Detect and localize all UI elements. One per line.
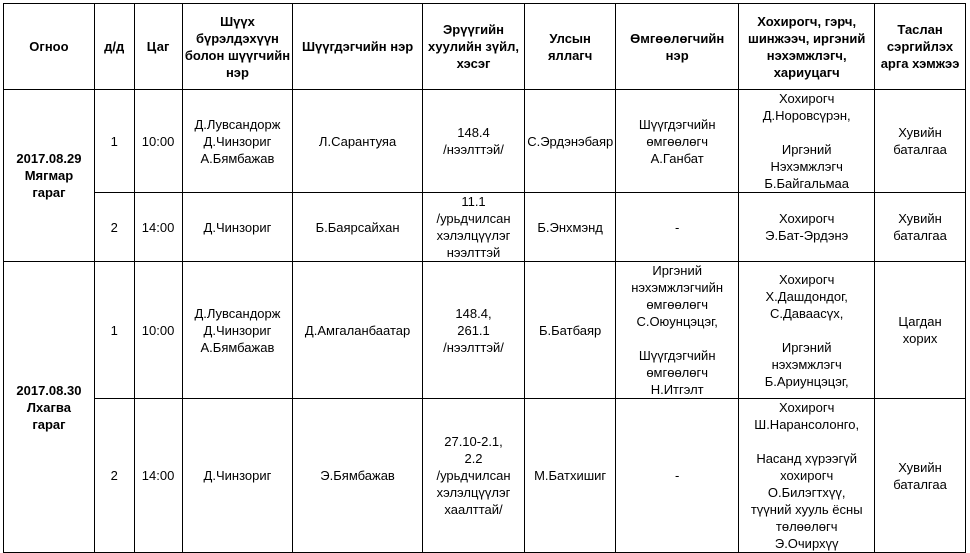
header-lawyer: Өмгөөлөгчийн нэр (616, 4, 739, 90)
prosecutor-cell: Б.Батбаяр (525, 262, 616, 399)
defendant-cell: Д.Амгаланбаатар (293, 262, 423, 399)
header-article: Эрүүгийн хуулийн зүйл, хэсэг (422, 4, 524, 90)
defendant-cell: Э.Бямбажав (293, 399, 423, 553)
defendant-cell: Л.Сарантуяа (293, 90, 423, 193)
header-measure: Таслан сэргийлэх арга хэмжээ (875, 4, 966, 90)
parties-cell: Хохирогч Д.Норовсүрэн, Иргэний Нэхэмжлэгч Б.Байгальмаа (739, 90, 875, 193)
lawyer-cell: - (616, 193, 739, 262)
measure-cell: Цагдан хорих (875, 262, 966, 399)
judges-cell: Д.Лувсандорж Д.Чинзориг А.Бямбажав (182, 90, 293, 193)
number-cell: 2 (94, 193, 134, 262)
article-cell: 148.4, 261.1 /нээлттэй/ (422, 262, 524, 399)
header-prosecutor: Улсын яллагч (525, 4, 616, 90)
court-schedule-table (3, 3, 966, 553)
table-row (4, 399, 966, 553)
time-cell: 10:00 (134, 262, 182, 399)
lawyer-cell: - (616, 399, 739, 553)
parties-cell: Хохирогч Х.Дашдондог, С.Даваасүх, Иргэний нэхэмжлэгч Б.Ариунцэцэг, (739, 262, 875, 399)
article-cell: 27.10-2.1, 2.2 /урьдчилсан хэлэлцүүлэг хаалттай/ (422, 399, 524, 553)
parties-cell: Хохирогч Ш.Нарансолонго, Насанд хүрээгүй хохирогч О.Билэгтхүү, түүний хууль ёсны төлөөлөгч Э.Очирхүү (739, 399, 875, 553)
time-cell: 14:00 (134, 193, 182, 262)
defendant-cell: Б.Баярсайхан (293, 193, 423, 262)
number-cell: 1 (94, 262, 134, 399)
header-parties: Хохирогч, гэрч, шинжээч, иргэний нэхэмжлэгч, хариуцагч (739, 4, 875, 90)
header-time: Цаг (134, 4, 182, 90)
measure-cell: Хувийн баталгаа (875, 399, 966, 553)
table-row (4, 90, 966, 193)
number-cell: 2 (94, 399, 134, 553)
article-cell: 148.4 /нээлттэй/ (422, 90, 524, 193)
prosecutor-cell: М.Батхишиг (525, 399, 616, 553)
prosecutor-cell: С.Эрдэнэбаяр (525, 90, 616, 193)
judges-cell: Д.Чинзориг (182, 399, 293, 553)
lawyer-cell: Иргэний нэхэмжлэгчийн өмгөөлөгч С.Оюунцэцэг, Шүүгдэгчийн өмгөөлөгч Н.Итгэлт (616, 262, 739, 399)
measure-cell: Хувийн баталгаа (875, 90, 966, 193)
table-row (4, 262, 966, 399)
prosecutor-cell: Б.Энхмэнд (525, 193, 616, 262)
number-cell: 1 (94, 90, 134, 193)
header-judges: Шүүх бүрэлдэхүүн болон шүүгчийн нэр (182, 4, 293, 90)
date-cell: 2017.08.29 Мягмар гараг (4, 90, 95, 262)
header-number: д/д (94, 4, 134, 90)
table-row (4, 193, 966, 262)
time-cell: 14:00 (134, 399, 182, 553)
judges-cell: Д.Лувсандорж Д.Чинзориг А.Бямбажав (182, 262, 293, 399)
date-cell: 2017.08.30 Лхагва гараг (4, 262, 95, 553)
header-row (4, 4, 966, 90)
measure-cell: Хувийн баталгаа (875, 193, 966, 262)
header-defendant: Шүүгдэгчийн нэр (293, 4, 423, 90)
time-cell: 10:00 (134, 90, 182, 193)
parties-cell: Хохирогч Э.Бат-Эрдэнэ (739, 193, 875, 262)
article-cell: 11.1 /урьдчилсан хэлэлцүүлэг нээлттэй (422, 193, 524, 262)
judges-cell: Д.Чинзориг (182, 193, 293, 262)
lawyer-cell: Шүүгдэгчийн өмгөөлөгч А.Ганбат (616, 90, 739, 193)
header-date: Огноо (4, 4, 95, 90)
